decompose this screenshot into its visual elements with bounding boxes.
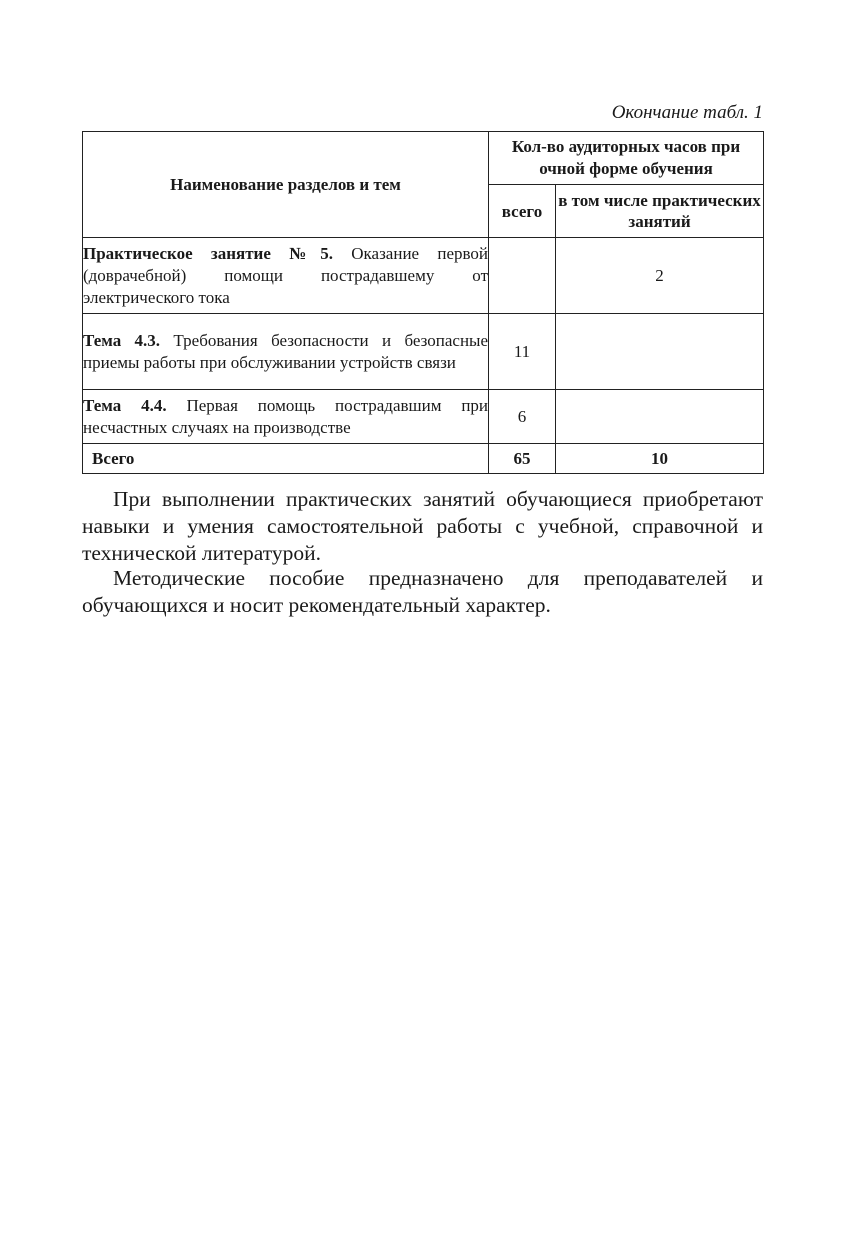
topic-cell (83, 314, 489, 390)
table-caption: Окончание табл. 1 (611, 102, 763, 123)
topic-title: Тема 4.3. (83, 330, 161, 350)
hours-total-cell: 11 (489, 314, 556, 390)
table-row (83, 390, 764, 444)
header-total: всего (489, 185, 556, 238)
topic-text: Требования безопасности и безопасные приемы работы при обслуживании устройств связи (83, 330, 489, 372)
table-row (83, 314, 764, 390)
total-practical: 10 (556, 444, 764, 474)
hours-total-cell (489, 238, 556, 314)
hours-practical-cell: 2 (556, 238, 764, 314)
hours-table (82, 131, 764, 474)
total-row (83, 444, 764, 474)
body-paragraph: При выполнении практических занятий обучающиеся приобретают навыки и умения самостоятельной работы с учебной, справочной и технической литературой. (82, 487, 763, 565)
total-label: Всего (83, 444, 489, 474)
table-row (83, 238, 764, 314)
hours-practical-cell (556, 390, 764, 444)
topic-cell (83, 238, 489, 314)
topic-title: Практическое занятие №5. (83, 243, 333, 263)
topic-title: Тема 4.4. (83, 395, 167, 415)
header-classroom-hours: Кол-во аудиторных часов при очной форме обучения (489, 132, 764, 185)
topic-text: Первая помощь пострадавшим при несчастных случаях на производстве (83, 395, 489, 437)
hours-total-cell: 6 (489, 390, 556, 444)
total-hours: 65 (489, 444, 556, 474)
header-section-name: Наименование разделов и тем (83, 132, 489, 238)
header-practical: в том числе практических занятий (556, 185, 764, 238)
topic-text: Оказание первой (доврачебной) помощи пострадавшему от электрического тока (83, 243, 489, 307)
hours-practical-cell (556, 314, 764, 390)
body-paragraph: Методические пособие предназначено для преподавателей и обучающихся и носит рекомендательный характер. (82, 566, 763, 617)
topic-cell (83, 390, 489, 444)
